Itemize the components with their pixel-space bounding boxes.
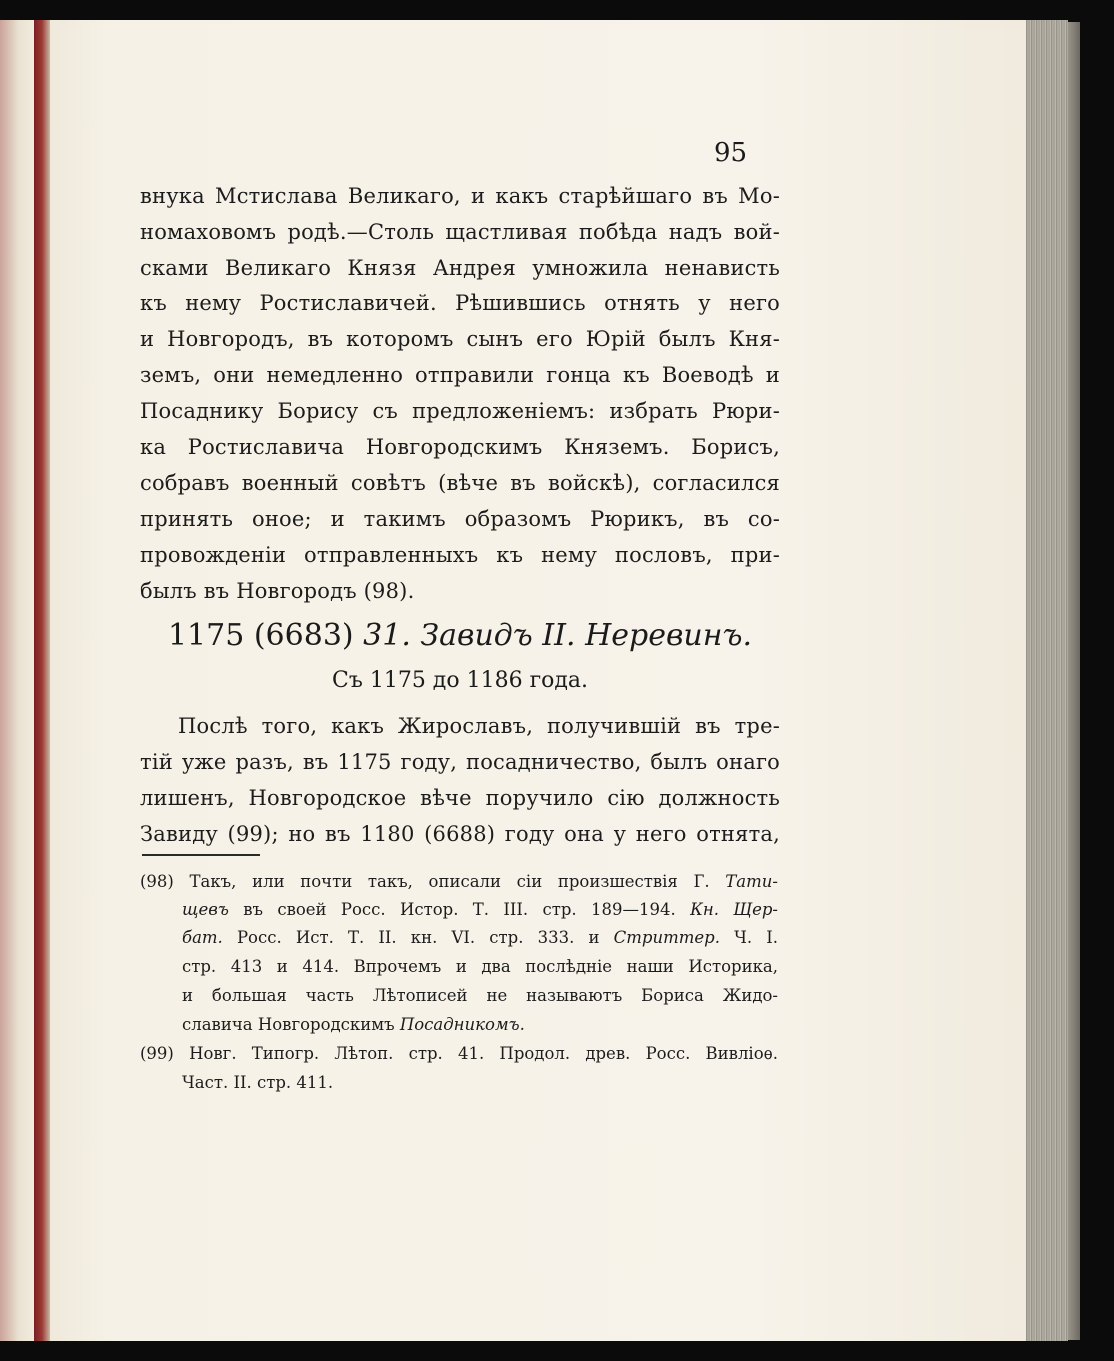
page-number: 95 — [714, 138, 748, 168]
footnote-line — [182, 928, 778, 947]
footnote-line — [182, 1015, 778, 1034]
footnote-line: и большая часть Лѣтописей не называютъ Бориса Жидо- — [182, 986, 778, 1005]
book-binding — [1068, 22, 1080, 1340]
footnote-text: славича Новгородскимъ — [182, 1015, 400, 1034]
text-line: Завиду (99); но въ 1180 (6688) году она у него отнята, — [140, 822, 780, 846]
text-line: внука Мстислава Великаго, и какъ старѣйшаго въ Мо- — [140, 184, 780, 208]
footnote-line: стр. 413 и 414. Впрочемъ и два послѣдніе наши Историка, — [182, 957, 778, 976]
footnote-italic: щевъ — [182, 900, 229, 919]
text-line: номаховомъ родѣ.—Столь щастливая побѣда надъ вой- — [140, 220, 780, 244]
text-line: Послѣ того, какъ Жирославъ, получившій въ тре- — [178, 714, 780, 738]
footnote-italic: Тати- — [725, 872, 778, 891]
footnote-text: Ч. I. — [719, 928, 778, 947]
text-line: Посаднику Борису съ предложеніемъ: избрать Рюри- — [140, 399, 780, 423]
text-line: тій уже разъ, въ 1175 году, посадничество, былъ онаго — [140, 750, 780, 774]
footnote-text: Росс. Ист. Т. II. кн. VI. стр. 333. и — [222, 928, 614, 947]
section-year: 1175 (6683) — [167, 618, 354, 653]
footnote-italic: Кн. Щер- — [690, 900, 779, 919]
page-block-edges — [1026, 20, 1068, 1341]
section-name: 31. Завидъ II. Неревинъ. — [363, 618, 753, 653]
footnote-line: (99) Новг. Типогр. Лѣтоп. стр. 41. Продол. древ. Росс. Вивліоѳ. — [140, 1044, 778, 1063]
text-line: собравъ военный совѣтъ (вѣче въ войскѣ), согласился — [140, 471, 780, 495]
text-line: провожденіи отправленныхъ къ нему пословъ, при- — [140, 543, 780, 567]
footnote-line — [140, 872, 778, 891]
text-line: былъ въ Новгородъ (98). — [140, 579, 415, 603]
footnote-text: въ своей Росс. Истор. Т. III. стр. 189—194. — [228, 900, 691, 919]
left-page-edge — [0, 20, 34, 1341]
section-subtitle: Съ 1175 до 1186 года. — [332, 668, 588, 693]
footnote-divider — [142, 854, 260, 856]
text-line: земъ, они немедленно отправили гонца къ Воеводѣ и — [140, 363, 780, 387]
footnote-text: (98) Такъ, или почти такъ, описали сіи произшествія Г. — [140, 872, 726, 891]
text-line: къ нему Ростиславичей. Рѣшившись отнять у него — [140, 291, 780, 315]
text-line: лишенъ, Новгородское вѣче поручило сію должность — [140, 786, 780, 810]
footnote-italic: бат. — [182, 928, 223, 947]
footnote-line — [182, 900, 778, 919]
text-line: ка Ростиславича Новгородскимъ Княземъ. Борисъ, — [140, 435, 780, 459]
text-line: и Новгородъ, въ которомъ сынъ его Юрій былъ Кня- — [140, 327, 780, 351]
footnote-line: Част. II. стр. 411. — [182, 1073, 334, 1092]
text-line: сками Великаго Князя Андрея умножила ненависть — [140, 256, 780, 280]
book-gutter — [34, 20, 50, 1341]
section-heading — [140, 618, 780, 653]
footnote-italic: Посадникомъ. — [399, 1015, 525, 1034]
footnote-italic: Стриттер. — [613, 928, 720, 947]
text-line: принять оное; и такимъ образомъ Рюрикъ, въ со- — [140, 507, 780, 531]
